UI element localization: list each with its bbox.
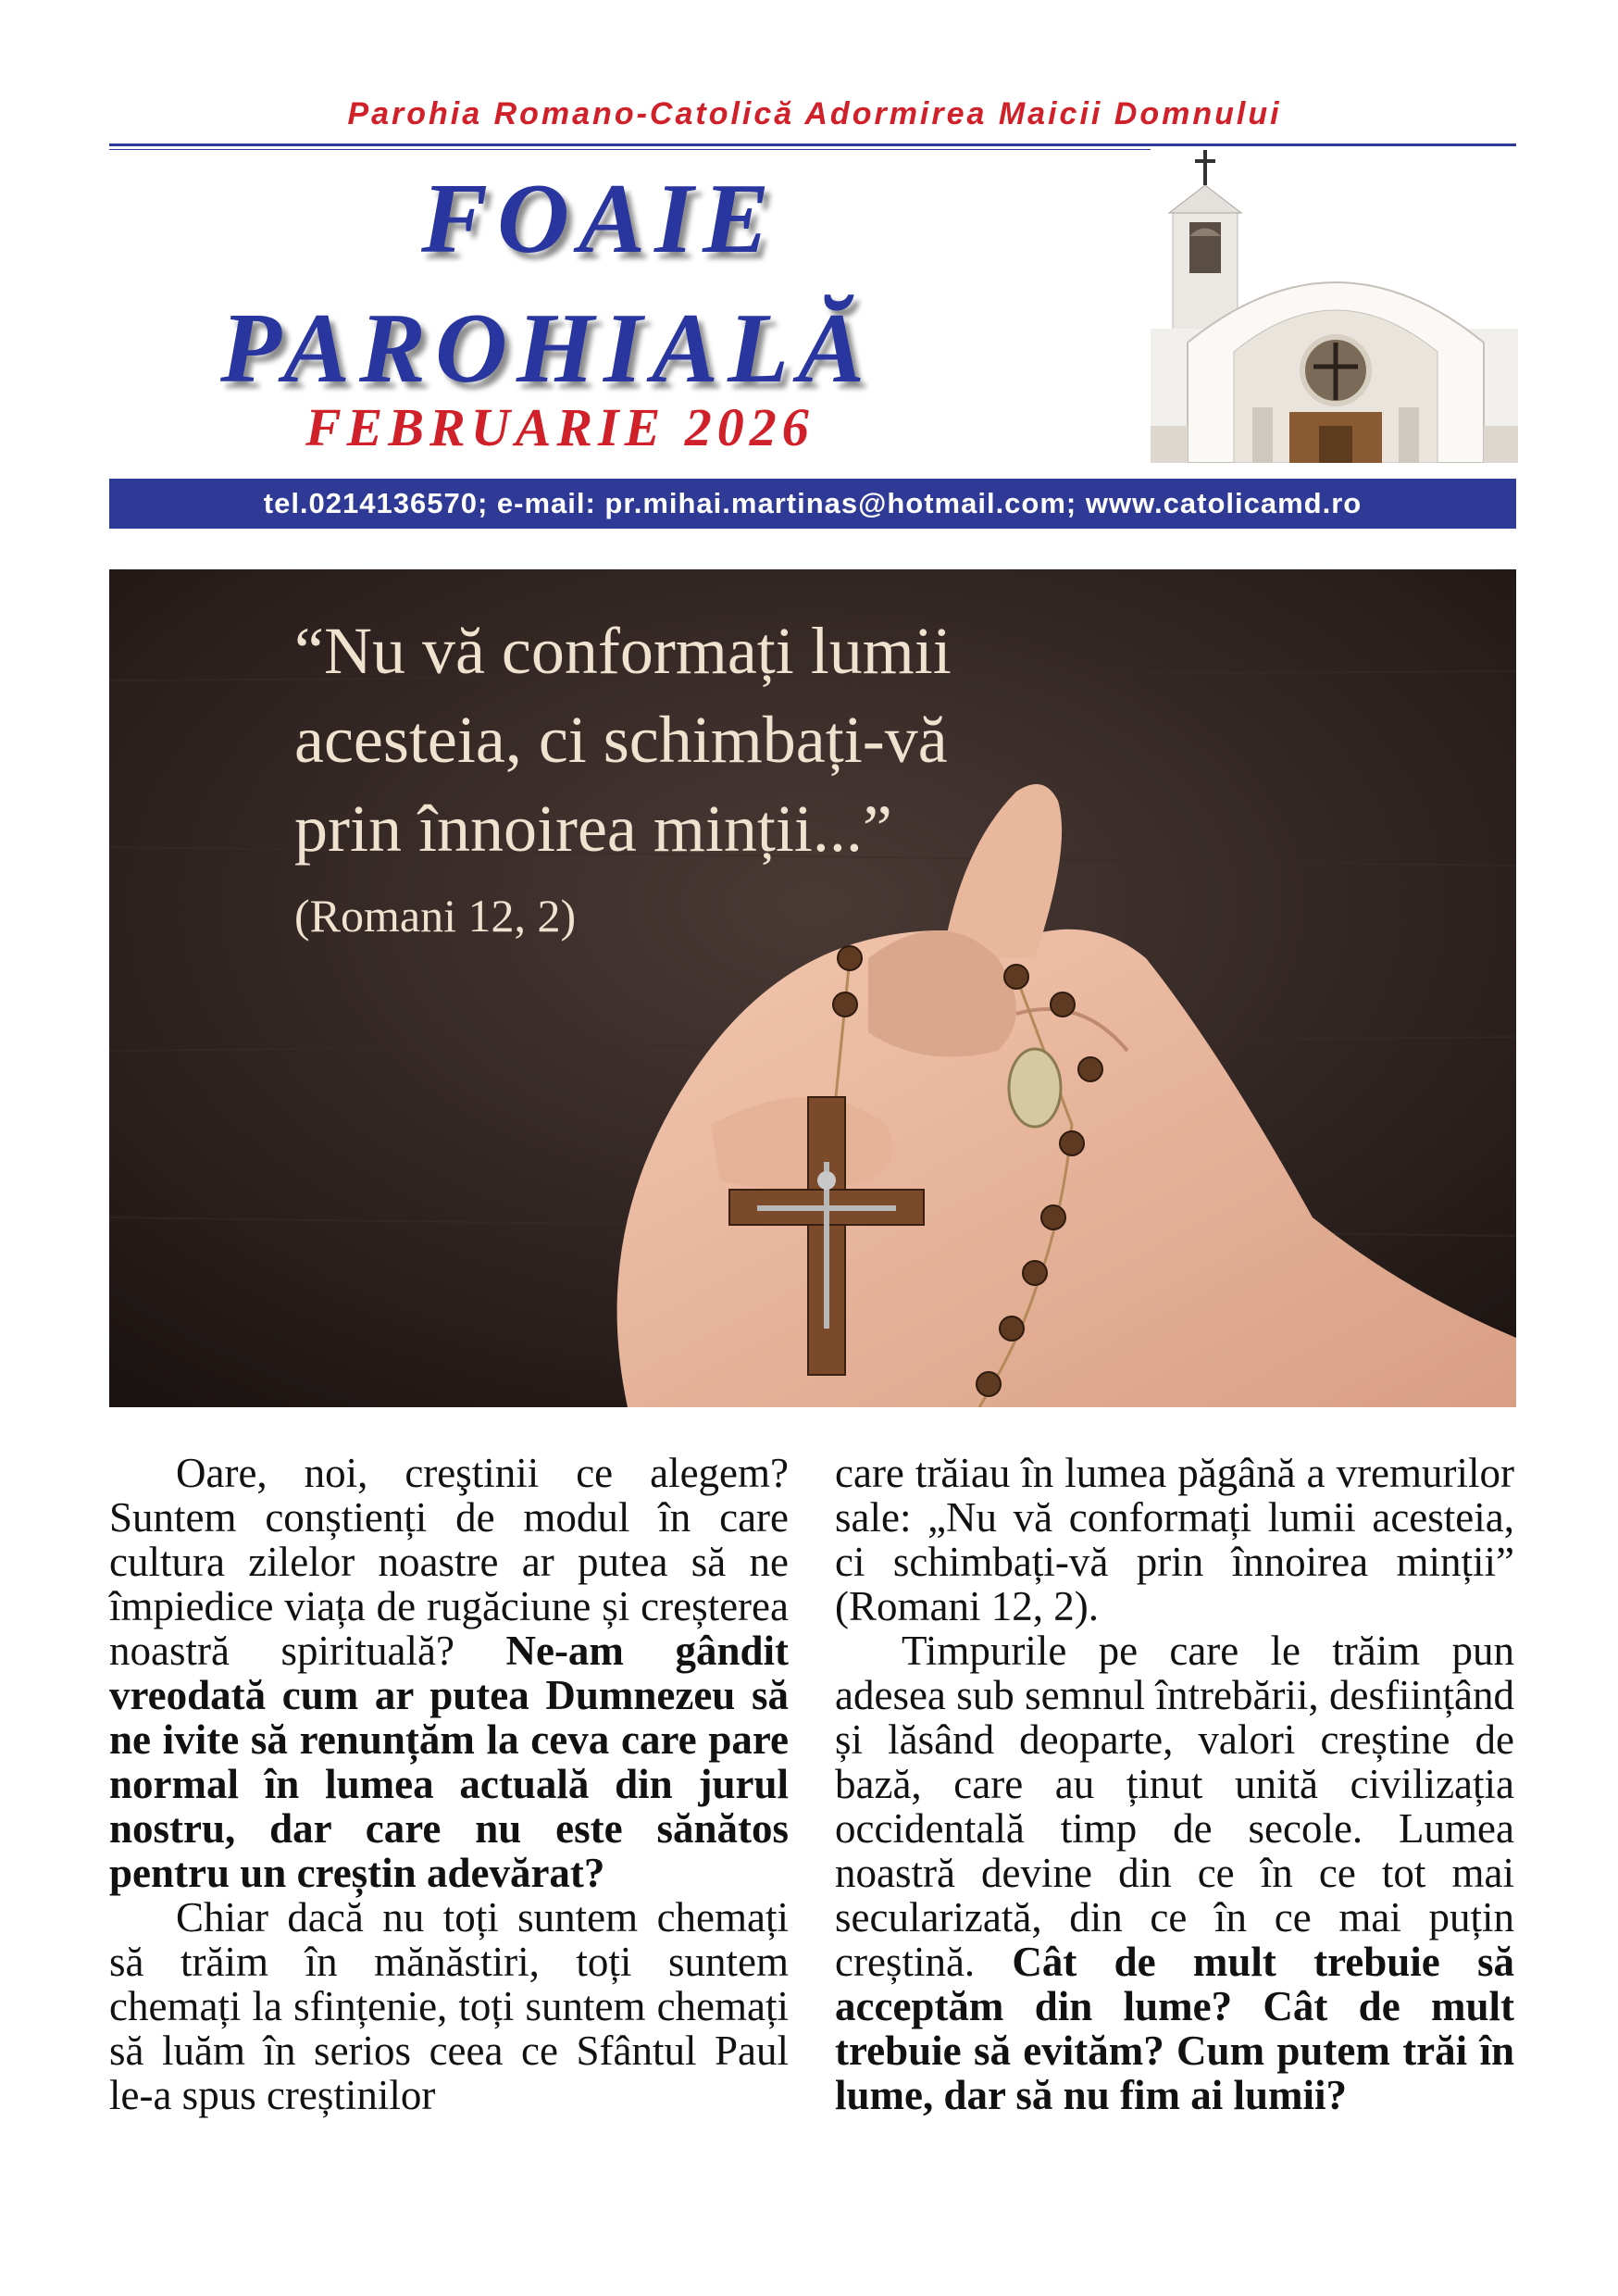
article-paragraph-2: Chiar dacă nu toți suntem chemați să trăim în mănăstiri, toți suntem chemați la sfințenie, toți suntem chemați să luăm în serios ceea ce Sfântul Paul le-a spus creștinilor	[109, 1894, 789, 2118]
scripture-reference: (Romani 12, 2)	[294, 890, 577, 942]
issue-date: FEBRUARIE 2026	[305, 397, 815, 457]
scripture-quote	[294, 606, 1220, 873]
contact-bar: tel.0214136570; e-mail: pr.mihai.martinas@hotmail.com; www.catolicamd.ro	[109, 479, 1516, 529]
newsletter-title-line-1: FOAIE	[421, 164, 779, 274]
quote-line-3: prin înnoirea minții...”	[294, 792, 892, 866]
quote-line-2: acesteia, ci schimbați-vă	[294, 703, 948, 777]
hero-image	[109, 569, 1516, 1407]
paragraph-1-bold-text: Ne-am gândit vreodată cum ar putea Dumnezeu să ne ivite să renunțăm la ceva care pare normal în lumea actuală din jurul nostru, dar care nu este sănătos pentru un creștin adevărat?	[109, 1628, 789, 1896]
quote-line-1: “Nu vă conformați lumii	[294, 614, 952, 688]
paragraph-3-text: Timpurile pe care le trăim pun adesea sub semnul întrebării, desființând și lăsând deoparte, valori creștine de bază, care au ținut unită civilizația occidentală timp de secole. Lumea noastră devine din ce în ce tot mai secularizată, din ce în ce mai puțin creștină.	[835, 1628, 1514, 1985]
article-paragraph-2-continued: care trăiau în lumea păgână a vremurilor sale: „Nu vă conformați lumii acesteia, ci schimbați-vă prin înnoirea minții” (Romani 12, 2).	[835, 1450, 1514, 1629]
article-paragraph-3	[835, 1628, 1514, 2117]
parish-name: Parohia Romano-Catolică Adormirea Maicii Domnului	[347, 96, 1282, 131]
church-photo	[1151, 148, 1518, 463]
article-column-right	[835, 1451, 1514, 2117]
header-rule	[109, 144, 1516, 146]
article-column-left	[109, 1451, 789, 2117]
paragraph-3-bold-text: Cât de mult trebuie să acceptăm din lume? Cât de mult trebuie să evităm? Cum putem trăi în lume, dar să nu fim ai lumii?	[835, 1939, 1514, 2118]
paragraph-1-text: Oare, noi, creştinii ce alegem? Suntem conștienți de modul în care cultura zilelor noastre ar putea să ne împiedice viața de rugăciune și creșterea noastră spirituală?	[109, 1450, 789, 1674]
newsletter-title-line-2: PAROHIALĂ	[220, 293, 875, 404]
article-paragraph-1	[109, 1451, 789, 1895]
